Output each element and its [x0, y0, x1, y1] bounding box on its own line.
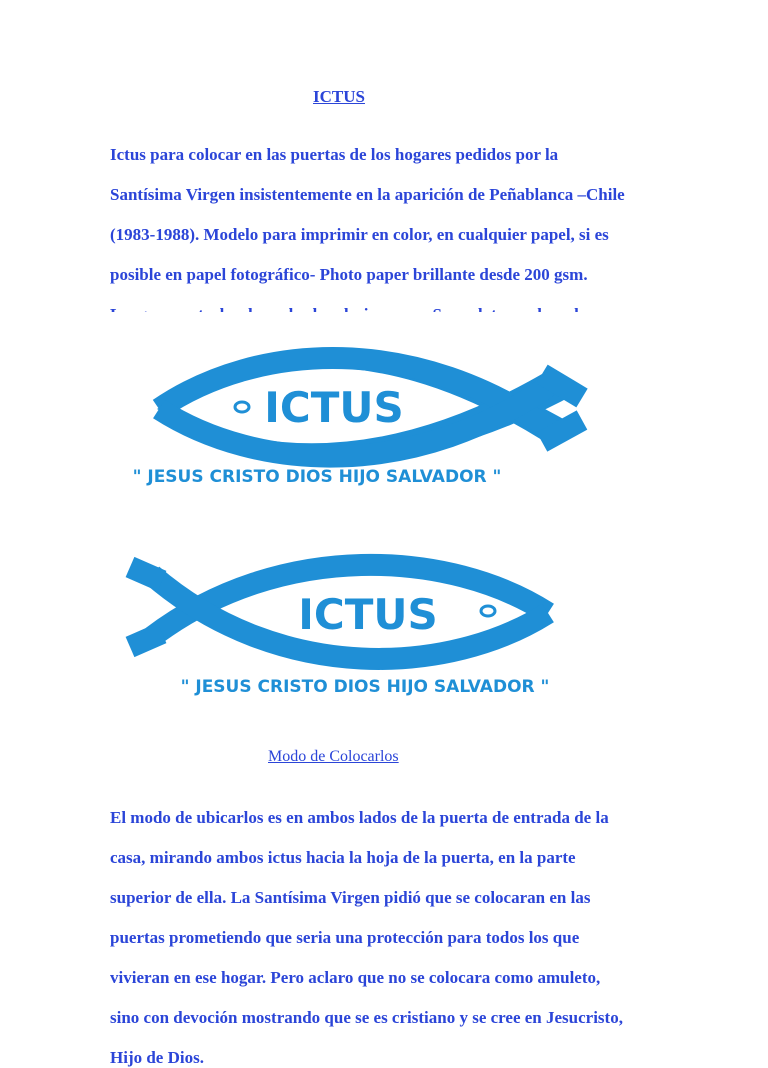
ictus-fish-right-icon	[110, 545, 618, 713]
fish-label: ICTUS	[298, 590, 438, 639]
fish-motto: " JESUS CRISTO DIOS HIJO SALVADOR "	[180, 677, 550, 697]
fish-motto: " JESUS CRISTO DIOS HIJO SALVADOR "	[132, 467, 502, 487]
page-title: ICTUS	[313, 87, 365, 106]
intro-line: Ictus para colocar en las puertas de los hogares pedidos por la	[110, 145, 559, 164]
section-title: Modo de Colocarlos	[268, 748, 399, 765]
intro-line: posible en papel fotográfico- Photo paper brillante desde 200 gsm.	[110, 265, 588, 284]
mode-paragraph	[110, 788, 670, 1068]
mode-line: superior de ella. La Santísima Virgen pidió que se colocaran en las	[110, 888, 591, 907]
mode-line: sino con devoción mostrando que se es cristiano y se cree en Jesucristo,	[110, 1008, 623, 1027]
ictus-sticker-right	[110, 545, 618, 713]
mode-line: vivieran en ese hogar. Pero aclaro que no se colocara como amuleto,	[110, 968, 601, 987]
mode-line: puertas prometiendo que seria una protección para todos los que	[110, 928, 580, 947]
mode-line: casa, mirando ambos ictus hacia la hoja de la puerta, en la parte	[110, 848, 576, 867]
fish-label: ICTUS	[264, 383, 404, 432]
ictus-fish-left-icon	[87, 312, 608, 494]
ictus-sticker-left	[87, 312, 608, 494]
intro-line: (1983-1988). Modelo para imprimir en color, en cualquier papel, si es	[110, 225, 609, 244]
mode-line: Hijo de Dios.	[110, 1048, 204, 1067]
mode-line: El modo de ubicarlos es en ambos lados de la puerta de entrada de la	[110, 808, 609, 827]
intro-line: Santísima Virgen insistentemente en la aparición de Peñablanca –Chile	[110, 185, 625, 204]
